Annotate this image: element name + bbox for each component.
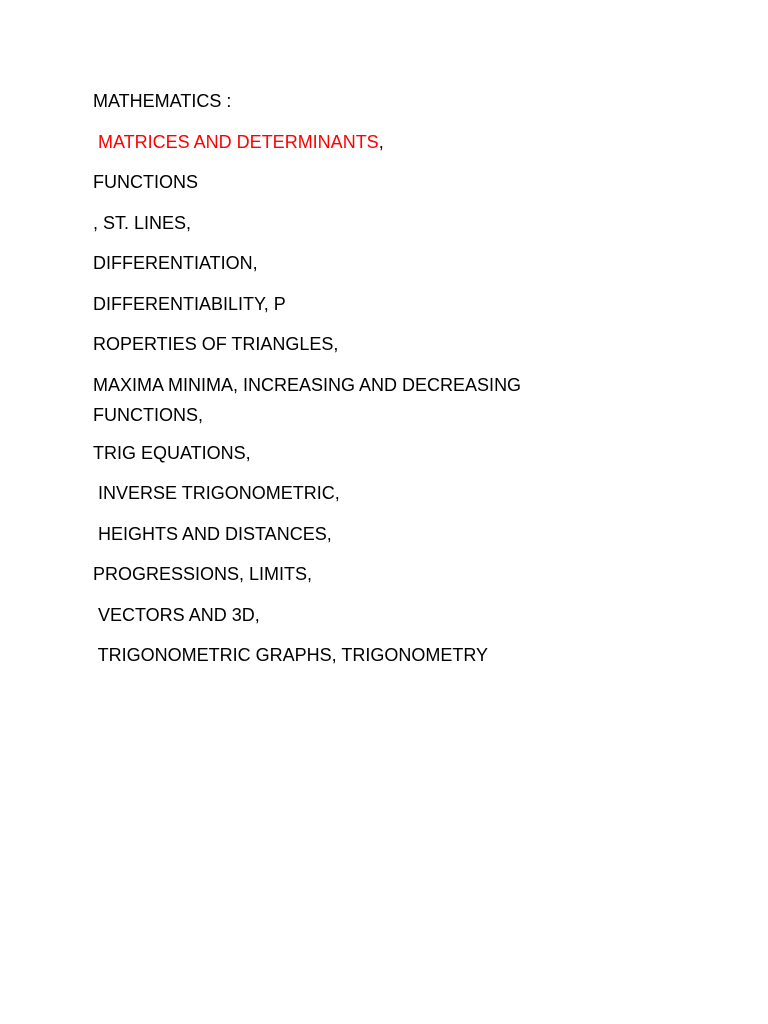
topic-matrices bbox=[93, 131, 768, 153]
topic-line: ROPERTIES OF TRIANGLES, bbox=[93, 334, 339, 354]
topic-line: , ST. LINES, bbox=[93, 212, 192, 233]
topic-matrices-highlight: MATRICES AND DETERMINANTS bbox=[93, 131, 379, 152]
topic-line: TRIGONOMETRIC GRAPHS, TRIGONOMETRY bbox=[93, 645, 489, 665]
topic-line: PROGRESSIONS, LIMITS, bbox=[93, 564, 313, 584]
topic-line: DIFFERENTIATION, bbox=[93, 253, 258, 273]
topic-line: DIFFERENTIABILITY, P bbox=[93, 293, 286, 314]
topic-line: FUNCTIONS bbox=[93, 172, 198, 192]
topic-line: INVERSE TRIGONOMETRIC, bbox=[93, 483, 340, 503]
topic-line: VECTORS AND 3D, bbox=[93, 604, 260, 625]
topic-line: TRIG EQUATIONS, bbox=[93, 442, 251, 463]
topic-line: HEIGHTS AND DISTANCES, bbox=[93, 523, 332, 544]
topic-line: MAXIMA MINIMA, INCREASING AND DECREASING FUNCTIONS, bbox=[93, 374, 522, 425]
document-heading: MATHEMATICS : bbox=[93, 91, 232, 111]
topic-matrices-comma: , bbox=[378, 131, 384, 152]
